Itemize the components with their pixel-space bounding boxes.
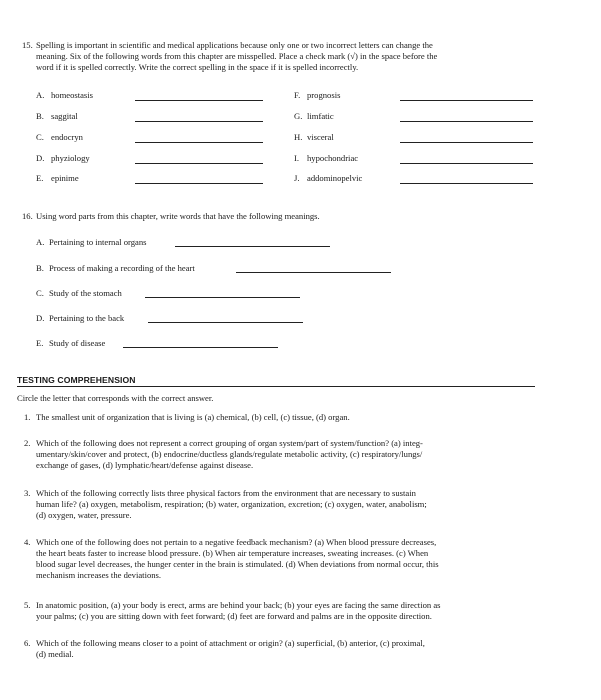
q15-prompt-line-1: Spelling is important in scientific and medical applications because only one or two incorrect letters can change the [36,40,433,50]
q15-item-e-word: epinime [51,173,79,183]
q15-item-g-word: limfatic [307,111,334,121]
mc-q4-line-1: Which one of the following does not pertain to a negative feedback mechanism? (a) When blood pressure decreases, [36,537,437,547]
mc-q2-line-2: umentary/skin/cover and protect, (b) endocrine/ductless glands/regulate metabolic activity, (c) respiratory/lungs/ [36,449,423,459]
section-instruction: Circle the letter that corresponds with the correct answer. [17,393,214,403]
mc-q4-line-3: blood sugar level decreases, the hunger center in the brain is stimulated. (d) When deviations from normal occur, this [36,559,439,569]
q15-item-b-word: saggital [51,111,78,121]
q15-item-c-blank[interactable] [135,142,263,143]
q15-item-j-blank[interactable] [400,183,533,184]
mc-q1-line-1: The smallest unit of organization that is living is (a) chemical, (b) cell, (c) tissue, (d) organ. [36,412,350,422]
q16-item-e-blank[interactable] [123,347,278,348]
q15-item-b-letter: B. [36,111,44,121]
mc-q5-number: 5. [24,600,31,610]
mc-q2-line-3: exchange of gases, (d) lymphatic/heart/defense against disease. [36,460,254,470]
q16-number: 16. [22,211,33,221]
q15-item-i-blank[interactable] [400,163,533,164]
q16-item-c-letter: C. [36,288,44,298]
q16-item-c-text: Study of the stomach [49,288,122,298]
q15-item-f-letter: F. [294,90,301,100]
q16-item-a-blank[interactable] [175,246,330,247]
mc-q4-number: 4. [24,537,31,547]
q15-item-i-letter: I. [294,153,300,163]
q15-prompt-line-3: word if it is spelled correctly. Write the correct spelling in the space if it is spelled incorrectly. [36,62,359,72]
q15-item-h-blank[interactable] [400,142,533,143]
q15-item-j-letter: J. [294,173,300,183]
mc-q3-line-1: Which of the following correctly lists three physical factors from the environment that are necessary to sustain [36,488,416,498]
q15-item-h-letter: H. [294,132,303,142]
q15-item-g-blank[interactable] [400,121,533,122]
q15-item-d-letter: D. [36,153,45,163]
q15-item-h-word: visceral [307,132,334,142]
mc-q6-number: 6. [24,638,31,648]
q16-item-b-blank[interactable] [236,272,391,273]
q16-item-d-blank[interactable] [148,322,303,323]
mc-q5-line-2: your palms; (c) you are sitting down with feet forward; (d) feet are forward and palms are in the opposite direction. [36,611,432,621]
q15-item-b-blank[interactable] [135,121,263,122]
q15-item-d-blank[interactable] [135,163,263,164]
q15-prompt-line-2: meaning. Six of the following words from this chapter are misspelled. Place a check mark (√) in the space before the [36,51,438,61]
q15-item-c-word: endocryn [51,132,83,142]
q16-item-e-letter: E. [36,338,44,348]
q15-item-c-letter: C. [36,132,44,142]
q15-item-a-blank[interactable] [135,100,263,101]
q16-item-b-letter: B. [36,263,44,273]
q16-item-b-text: Process of making a recording of the heart [49,263,195,273]
section-heading-rule [17,386,535,387]
q16-item-e-text: Study of disease [49,338,106,348]
q15-number: 15. [22,40,33,50]
q16-item-d-letter: D. [36,313,45,323]
mc-q3-line-3: (d) oxygen, water, pressure. [36,510,132,520]
mc-q4-line-4: mechanism increases the deviations. [36,570,162,580]
mc-q1-number: 1. [24,412,31,422]
q16-prompt: Using word parts from this chapter, write words that have the following meanings. [36,211,320,221]
q15-item-j-word: addominopelvic [307,173,363,183]
q16-item-c-blank[interactable] [145,297,300,298]
q16-item-d-text: Pertaining to the back [49,313,125,323]
q15-item-e-letter: E. [36,173,44,183]
q15-item-g-letter: G. [294,111,303,121]
q16-item-a-letter: A. [36,237,45,247]
q15-item-a-word: homeostasis [51,90,94,100]
mc-q2-number: 2. [24,438,31,448]
q15-item-d-word: phyziology [51,153,90,163]
q15-item-a-letter: A. [36,90,45,100]
mc-q2-line-1: Which of the following does not represent a correct grouping of organ system/part of system/function? (a) integ- [36,438,423,448]
q15-item-i-word: hypochondriac [307,153,359,163]
q15-item-f-word: prognosis [307,90,341,100]
mc-q4-line-2: the heart beats faster to increase blood pressure. (b) When air temperature increases, sweating increases. (c) When [36,548,429,558]
mc-q6-line-2: (d) medial. [36,649,74,659]
q16-item-a-text: Pertaining to internal organs [49,237,147,247]
section-heading: TESTING COMPREHENSION [17,375,136,385]
mc-q3-line-2: human life? (a) oxygen, metabolism, respiration; (b) water, organization, excretion; (c) oxygen, water, anabolism; [36,499,427,509]
mc-q6-line-1: Which of the following means closer to a point of attachment or origin? (a) superficial, (b) anterior, (c) proximal, [36,638,425,648]
q15-item-e-blank[interactable] [135,183,263,184]
mc-q5-line-1: In anatomic position, (a) your body is erect, arms are behind your back; (b) your eyes are facing the same direction as [36,600,441,610]
mc-q3-number: 3. [24,488,31,498]
q15-item-f-blank[interactable] [400,100,533,101]
